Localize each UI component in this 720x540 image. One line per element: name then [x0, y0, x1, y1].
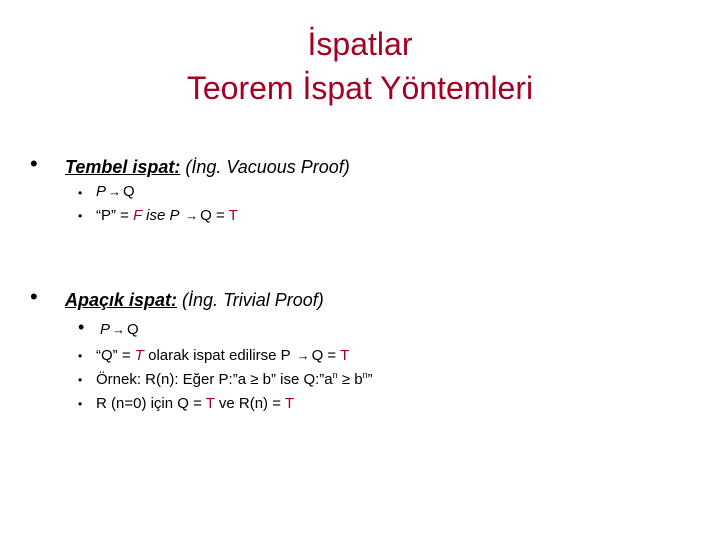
heading-term: Tembel ispat:: [65, 157, 181, 177]
bullet: •: [30, 151, 38, 176]
text: Q =: [200, 207, 229, 224]
text: ”: [367, 371, 373, 388]
heading-term: Apaçık ispat:: [65, 290, 178, 310]
bullet: •: [30, 284, 38, 309]
text: ve R(n) =: [214, 395, 285, 412]
sub-bullet: •: [78, 209, 83, 223]
text: R (n=0) için Q =: [96, 395, 206, 412]
implies-icon: →: [112, 322, 126, 337]
heading-note: (İng. Vacuous Proof): [180, 157, 350, 177]
p-symbol: P: [100, 321, 111, 338]
sub-bullet: •: [78, 186, 83, 200]
implies-icon: →: [296, 348, 310, 363]
true-value: T: [340, 347, 350, 364]
text: “Q” =: [96, 347, 135, 364]
implies-icon: →: [185, 208, 199, 223]
text: Örnek: R(n): Eğer P:”a ≥ b” ise Q:”a: [96, 371, 333, 388]
text: ise P: [142, 207, 184, 224]
list-item: [100, 320, 139, 340]
list-item: [96, 182, 135, 202]
sub-bullet: •: [78, 373, 83, 387]
text: olarak ispat edilirse P: [143, 347, 295, 364]
true-value: T: [205, 395, 215, 412]
sub-bullet: •: [78, 349, 83, 363]
list-item: [96, 206, 238, 226]
q-symbol: Q: [123, 183, 135, 200]
heading-note: (İng. Trivial Proof): [177, 290, 324, 310]
section-heading-vacuous: [65, 155, 350, 179]
true-value: T: [284, 395, 295, 412]
list-item: [96, 394, 294, 414]
section-heading-trivial: [65, 288, 324, 312]
q-symbol: Q: [127, 321, 139, 338]
superscript: n: [332, 370, 338, 380]
false-value: F: [133, 207, 142, 224]
slide-title-line-1: İspatlar: [307, 26, 413, 62]
text: ≥ b: [337, 371, 363, 388]
text: Q =: [311, 347, 341, 364]
list-item: [96, 370, 373, 390]
sub-bullet: •: [78, 317, 85, 337]
superscript: n: [362, 370, 368, 380]
true-value: T: [134, 347, 144, 364]
slide-title-line-2: Teorem İspat Yöntemleri: [186, 70, 534, 106]
implies-icon: →: [108, 184, 122, 199]
sub-bullet: •: [78, 397, 83, 411]
true-value: T: [228, 207, 238, 224]
p-symbol: P: [96, 183, 107, 200]
text: “P” =: [96, 207, 134, 224]
list-item: [96, 346, 349, 366]
